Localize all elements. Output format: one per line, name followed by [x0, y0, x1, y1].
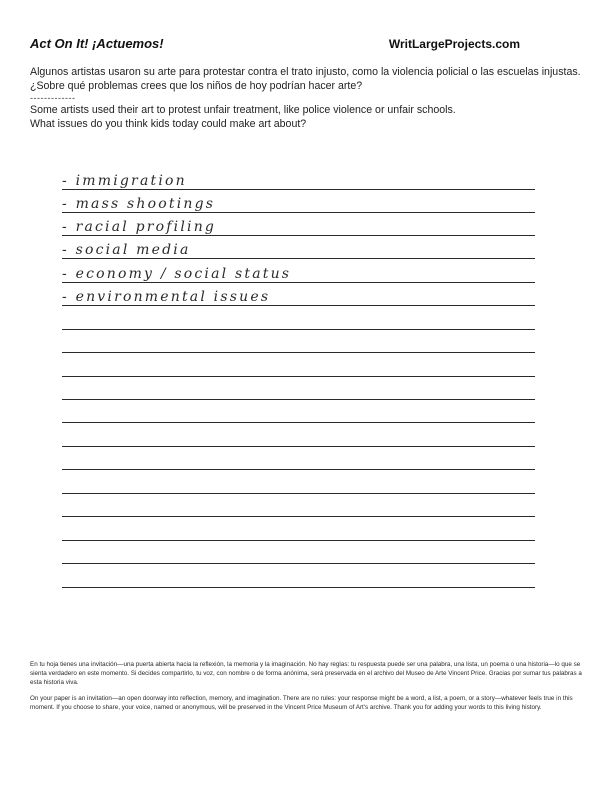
prompt-english-line-1: Some artists used their art to protest unfair treatment, like police violence or unfair schools.: [30, 104, 456, 116]
writing-line: [62, 282, 535, 283]
writing-line: [62, 235, 535, 236]
worksheet-title: Act On It! ¡Actuemos!: [30, 36, 164, 51]
handwritten-response: - immigration: [62, 173, 187, 189]
prompt-divider: -------------: [30, 93, 76, 103]
website-label: WritLargeProjects.com: [388, 37, 520, 51]
prompt-spanish-line-1: Algunos artistas usaron su arte para protestar contra el trato injusto, como la violencia policial o las escuelas injustas.: [30, 66, 581, 78]
writing-line: [62, 493, 535, 494]
writing-line: [62, 540, 535, 541]
writing-line: [62, 305, 535, 306]
handwritten-response: - mass shootings: [62, 196, 216, 212]
handwritten-response: - environmental issues: [62, 289, 271, 305]
prompt-english-line-2: What issues do you think kids today could make art about?: [30, 117, 307, 130]
writing-line: [62, 352, 535, 353]
writing-line: [62, 258, 535, 259]
footer-spanish-paragraph: En tu hoja tienes una invitación—una puerta abierta hacia la reflexión, la memoria y la imaginación. No hay reglas: tu respuesta puede ser una palabra, una lista, un poema o una historia—lo que se sienta verdadero en este momento. Si decides compartirlo, tu voz, con nombre o de forma anónima, será preservada en el archivo del Museo de Arte Vincent Price. Gracias por sumar tus palabras a esta historia viva.: [30, 661, 582, 687]
writing-line: [62, 189, 535, 190]
handwritten-response: - social media: [62, 242, 191, 258]
writing-line: [62, 469, 535, 470]
writing-line: [62, 446, 535, 447]
footer: [30, 660, 582, 718]
writing-line: [62, 587, 535, 588]
handwritten-response: - economy / social status: [62, 266, 292, 282]
writing-line: [62, 212, 535, 213]
writing-line: [62, 516, 535, 517]
writing-line: [62, 563, 535, 564]
writing-line: [62, 329, 535, 330]
writing-line: [62, 422, 535, 423]
writing-line: [62, 376, 535, 377]
handwritten-response: - racial profiling: [62, 219, 217, 235]
footer-english-paragraph: On your paper is an invitation—an open doorway into reflection, memory, and imagination. There are no rules: your response might be a word, a list, a poem, or a story—whatever feels true in this moment. If you choose to share, your voice, named or anonymous, will be preserved in the Vincent Price Museum of Art's archive. Thank you for adding your words to this living history.: [30, 694, 573, 711]
prompt-spanish-line-2: ¿Sobre qué problemas crees que los niños de hoy podrían hacer arte?: [30, 79, 363, 92]
writing-line: [62, 399, 535, 400]
